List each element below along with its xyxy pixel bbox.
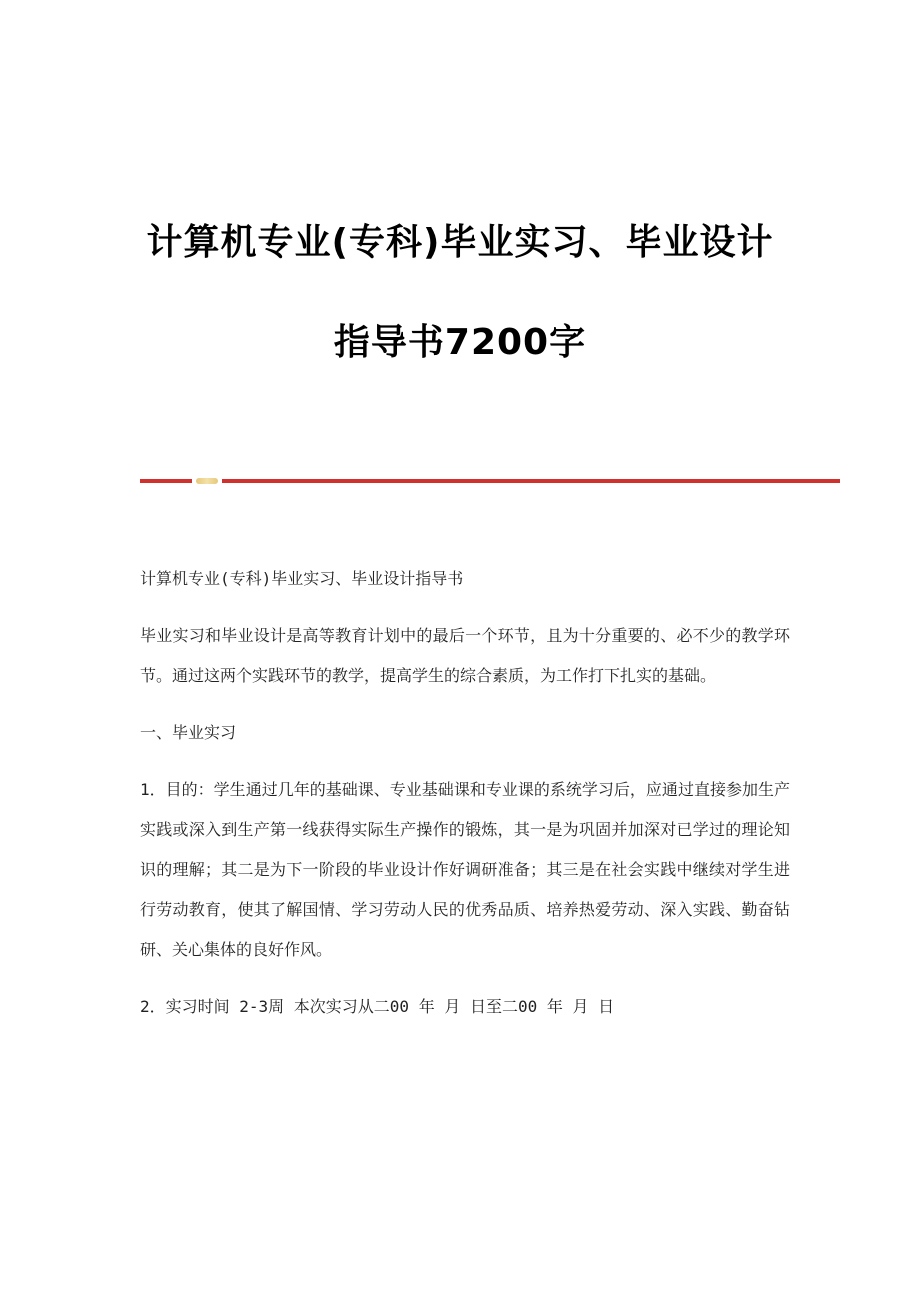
divider-bar-right (222, 479, 840, 483)
paragraph-internship-time: 2．实习时间 2-3周 本次实习从二00 年 月 日至二00 年 月 日 (140, 997, 615, 1016)
document-title-line-1: 计算机专业(专科)毕业实习、毕业设计 (146, 222, 774, 263)
document-title-line-2: 指导书7200字 (333, 322, 587, 363)
paragraph-heading: 计算机专业(专科)毕业实习、毕业设计指导书 (140, 569, 464, 588)
divider-ornament-icon (196, 478, 218, 484)
document-body (140, 559, 790, 1044)
paragraph-intro: 毕业实习和毕业设计是高等教育计划中的最后一个环节，且为十分重要的、必不少的教学环节。通过这两个实践环节的教学，提高学生的综合素质，为工作打下扎实的基础。 (140, 626, 790, 685)
title-divider (140, 478, 840, 484)
section-heading-internship: 一、毕业实习 (140, 723, 237, 742)
paragraph-purpose: 1．目的：学生通过几年的基础课、专业基础课和专业课的系统学习后，应通过直接参加生产实践或深入到生产第一线获得实际生产操作的锻炼，其一是为巩固并加深对已学过的理论知识的理解；其二是为下一阶段的毕业设计作好调研准备；其三是在社会实践中继续对学生进行劳动教育，使其了解国情、学习劳动人民的优秀品质、培养热爱劳动、深入实践、勤奋钻研、关心集体的良好作风。 (140, 780, 790, 959)
divider-bar-left (140, 479, 192, 483)
